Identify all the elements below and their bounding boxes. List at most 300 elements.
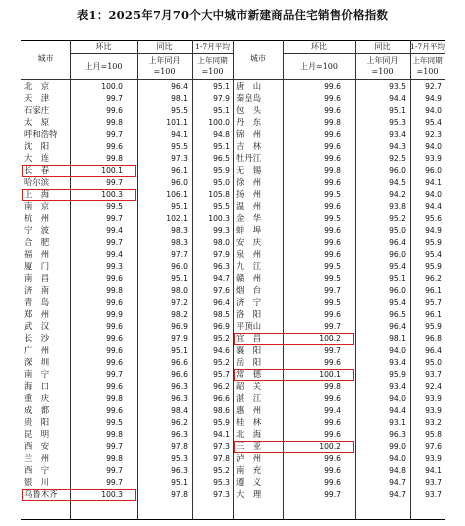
- table-cell-mom: 99.5: [324, 190, 341, 199]
- header-yoy-base-2: =100: [371, 67, 394, 76]
- table-cell-avg: 96.1: [425, 310, 442, 319]
- table-cell-avg: 94.0: [425, 106, 442, 115]
- table-cell-yoy: 96.4: [389, 322, 406, 331]
- table-cell-city: 泸 州: [236, 453, 262, 463]
- table-cell-avg: 95.1: [213, 82, 230, 91]
- table-cell-city: 包 头: [236, 105, 262, 115]
- table-cell-mom: 99.3: [106, 262, 123, 271]
- table-cell-city: 常 德: [236, 369, 262, 379]
- table-cell-city: 惠 州: [236, 405, 262, 415]
- table-cell-city: 徐 州: [236, 177, 262, 187]
- table-cell-mom: 99.8: [106, 430, 123, 439]
- table-cell-yoy: 94.2: [389, 190, 406, 199]
- table-cell-mom: 100.0: [101, 82, 123, 91]
- table-cell-avg: 100.0: [208, 118, 230, 127]
- table-cell-mom: 99.7: [106, 478, 123, 487]
- table-cell-city: 洛 阳: [236, 309, 262, 319]
- table-cell-avg: 96.9: [213, 322, 230, 331]
- table-cell-mom: 99.7: [106, 442, 123, 451]
- table-cell-mom: 99.6: [106, 382, 123, 391]
- header-avg-base-2: =100: [416, 67, 439, 76]
- table-cell-mom: 99.6: [324, 478, 341, 487]
- table-cell-city: 蚌 埠: [236, 225, 262, 235]
- table-cell-city: 合 肥: [24, 237, 50, 247]
- table-cell-mom: 100.2: [319, 442, 341, 451]
- table-cell-city: 长 沙: [24, 333, 50, 343]
- table-cell-mom: 100.2: [319, 334, 341, 343]
- table-cell-mom: 100.1: [319, 370, 341, 379]
- table-cell-city: 宜 昌: [236, 333, 262, 343]
- header-avg: 1-7月平均: [410, 42, 446, 51]
- table-cell-yoy: 95.4: [389, 298, 406, 307]
- table-cell-mom: 99.6: [106, 274, 123, 283]
- table-cell-avg: 96.2: [425, 274, 442, 283]
- table-cell-city: 牡丹江: [236, 153, 262, 163]
- table-cell-mom: 100.3: [101, 190, 123, 199]
- table-cell-yoy: 96.3: [171, 382, 188, 391]
- table-cell-yoy: 94.7: [389, 490, 406, 499]
- highlight-box: [22, 489, 136, 502]
- table-cell-avg: 100.3: [208, 214, 230, 223]
- table-cell-yoy: 96.3: [171, 430, 188, 439]
- table-cell-yoy: 102.1: [166, 214, 188, 223]
- table-cell-mom: 99.6: [324, 142, 341, 151]
- header-avg-base: 上年同期: [412, 56, 443, 65]
- table-cell-mom: 99.4: [324, 406, 341, 415]
- table-cell-yoy: 96.6: [171, 358, 188, 367]
- table-cell-city: 岳 阳: [236, 357, 262, 367]
- table-cell-mom: 99.8: [106, 454, 123, 463]
- table-cell-yoy: 96.0: [171, 262, 188, 271]
- table-cell-yoy: 95.3: [171, 454, 188, 463]
- table-cell-city: 九 江: [236, 261, 262, 271]
- table-title: 表1：2025年7月70个大中城市新建商品住宅销售价格指数: [76, 8, 389, 22]
- table-cell-mom: 99.6: [324, 454, 341, 463]
- table-cell-city: 北 京: [24, 81, 50, 91]
- table-cell-mom: 99.6: [106, 358, 123, 367]
- table-cell-avg: 93.9: [425, 154, 442, 163]
- table-cell-avg: 97.6: [213, 286, 230, 295]
- table-cell-mom: 99.6: [324, 394, 341, 403]
- table-cell-city: 南 昌: [24, 273, 50, 283]
- table-cell-yoy: 93.1: [389, 418, 406, 427]
- highlight-box: [234, 333, 354, 346]
- table-cell-yoy: 92.5: [389, 154, 406, 163]
- table-cell-mom: 100.1: [101, 166, 123, 175]
- table-cell-yoy: 96.2: [171, 418, 188, 427]
- table-cell-avg: 95.9: [425, 238, 442, 247]
- table-cell-mom: 99.5: [324, 298, 341, 307]
- table-cell-mom: 99.8: [106, 118, 123, 127]
- table-cell-avg: 97.9: [213, 94, 230, 103]
- table-cell-yoy: 95.1: [389, 106, 406, 115]
- table-cell-avg: 93.7: [425, 478, 442, 487]
- table-cell-avg: 95.6: [425, 214, 442, 223]
- table-cell-yoy: 94.0: [389, 394, 406, 403]
- table-cell-yoy: 98.2: [171, 310, 188, 319]
- table-cell-city: 唐 山: [236, 81, 262, 91]
- table-cell-mom: 99.6: [324, 226, 341, 235]
- table-cell-city: 泉 州: [236, 249, 262, 259]
- table-cell-mom: 99.8: [324, 118, 341, 127]
- table-cell-mom: 99.6: [106, 142, 123, 151]
- table-cell-city: 秦皇岛: [236, 93, 262, 103]
- table-cell-city: 大 连: [24, 153, 50, 163]
- table-cell-avg: 94.1: [213, 430, 230, 439]
- table-cell-yoy: 96.3: [389, 430, 406, 439]
- table-cell-mom: 99.6: [324, 202, 341, 211]
- table-cell-avg: 96.0: [425, 166, 442, 175]
- table-cell-city: 三 亚: [236, 441, 262, 451]
- table-cell-avg: 96.6: [213, 394, 230, 403]
- table-cell-yoy: 93.5: [389, 82, 406, 91]
- table-cell-yoy: 94.3: [389, 142, 406, 151]
- table-cell-yoy: 97.7: [171, 250, 188, 259]
- table-cell-yoy: 94.8: [389, 466, 406, 475]
- table-cell-city: 福 州: [24, 249, 50, 259]
- table-cell-avg: 94.9: [425, 94, 442, 103]
- table-cell-city: 扬 州: [236, 189, 262, 199]
- table-cell-mom: 99.7: [106, 178, 123, 187]
- table-cell-avg: 93.9: [425, 406, 442, 415]
- table-cell-avg: 95.2: [213, 358, 230, 367]
- table-cell-avg: 97.8: [213, 454, 230, 463]
- table-cell-avg: 95.0: [425, 358, 442, 367]
- table-cell-city: 平顶山: [236, 321, 262, 331]
- table-cell-yoy: 97.8: [171, 490, 188, 499]
- table-cell-yoy: 98.3: [171, 226, 188, 235]
- table-cell-avg: 95.9: [425, 262, 442, 271]
- table-cell-yoy: 95.1: [389, 274, 406, 283]
- table-cell-yoy: 101.1: [166, 118, 188, 127]
- table-cell-yoy: 97.2: [171, 298, 188, 307]
- table-cell-yoy: 94.7: [389, 478, 406, 487]
- table-cell-mom: 99.6: [324, 82, 341, 91]
- table-cell-city: 昆 明: [24, 429, 50, 439]
- table-cell-city: 湛 江: [236, 393, 262, 403]
- table-cell-avg: 93.7: [425, 490, 442, 499]
- table-cell-city: 天 津: [24, 93, 50, 103]
- table-cell-avg: 95.9: [213, 418, 230, 427]
- table-cell-city: 太 原: [24, 117, 50, 127]
- table-cell-yoy: 96.9: [171, 322, 188, 331]
- table-cell-avg: 94.0: [425, 190, 442, 199]
- table-bottom-rule: [21, 519, 445, 520]
- header-yoy-base: 上年同月: [366, 56, 399, 65]
- table-cell-city: 郑 州: [24, 309, 50, 319]
- table-cell-mom: 99.6: [106, 106, 123, 115]
- table-cell-avg: 94.8: [213, 130, 230, 139]
- table-cell-avg: 97.6: [425, 442, 442, 451]
- table-cell-city: 金 华: [236, 213, 262, 223]
- table-cell-mom: 99.6: [324, 130, 341, 139]
- table-cell-yoy: 95.5: [171, 106, 188, 115]
- highlight-box: [22, 189, 136, 202]
- table-cell-avg: 95.4: [425, 118, 442, 127]
- table-cell-city: 温 州: [236, 201, 262, 211]
- table-cell-avg: 98.5: [213, 310, 230, 319]
- header-yoy-base-2: =100: [153, 67, 176, 76]
- highlight-box: [234, 369, 354, 382]
- header-avg-base: 上年同期: [197, 56, 228, 65]
- table-cell-mom: 99.8: [324, 166, 341, 175]
- table-cell-mom: 99.8: [106, 154, 123, 163]
- table-cell-city: 呼和浩特: [24, 129, 58, 139]
- table-cell-mom: 99.7: [106, 238, 123, 247]
- table-cell-city: 广 州: [24, 345, 50, 355]
- table-cell-city: 济 宁: [236, 297, 262, 307]
- table-cell-city: 兰 州: [24, 453, 50, 463]
- table-cell-mom: 99.7: [324, 322, 341, 331]
- table-cell-avg: 95.2: [213, 334, 230, 343]
- table-cell-yoy: 96.0: [389, 166, 406, 175]
- table-cell-yoy: 97.3: [171, 154, 188, 163]
- table-cell-yoy: 96.0: [171, 178, 188, 187]
- table-cell-city: 海 口: [24, 381, 50, 391]
- table-cell-avg: 94.6: [213, 346, 230, 355]
- table-cell-mom: 99.6: [324, 430, 341, 439]
- table-cell-city: 南 充: [236, 465, 262, 475]
- table-cell-yoy: 106.1: [166, 190, 188, 199]
- table-cell-mom: 99.7: [324, 286, 341, 295]
- table-cell-avg: 99.3: [213, 226, 230, 235]
- table-cell-mom: 99.8: [106, 394, 123, 403]
- table-cell-city: 安 庆: [236, 237, 262, 247]
- table-cell-city: 无 锡: [236, 165, 262, 175]
- table-cell-city: 襄 阳: [236, 345, 262, 355]
- table-cell-city: 西 宁: [24, 465, 50, 475]
- table-cell-yoy: 96.6: [171, 370, 188, 379]
- table-cell-avg: 93.9: [425, 394, 442, 403]
- table-cell-avg: 95.7: [213, 370, 230, 379]
- table-cell-avg: 97.9: [213, 250, 230, 259]
- table-cell-city: 贵 阳: [24, 417, 50, 427]
- table-cell-mom: 99.4: [106, 226, 123, 235]
- table-cell-avg: 95.8: [425, 430, 442, 439]
- table-cell-avg: 96.4: [213, 298, 230, 307]
- table-cell-avg: 94.4: [425, 202, 442, 211]
- table-cell-avg: 96.3: [213, 262, 230, 271]
- table-cell-mom: 99.9: [106, 310, 123, 319]
- table-cell-yoy: 94.0: [389, 454, 406, 463]
- table-cell-mom: 99.5: [106, 202, 123, 211]
- table-cell-yoy: 95.4: [389, 262, 406, 271]
- table-cell-mom: 99.6: [106, 298, 123, 307]
- header-mom: 环比: [311, 42, 327, 51]
- table-cell-avg: 93.7: [425, 370, 442, 379]
- header-mom-base: 上月=100: [84, 62, 123, 71]
- table-cell-avg: 95.3: [213, 478, 230, 487]
- table-cell-yoy: 93.4: [389, 382, 406, 391]
- table-cell-mom: 99.7: [324, 346, 341, 355]
- table-cell-mom: 99.7: [106, 130, 123, 139]
- table-cell-mom: 99.4: [106, 250, 123, 259]
- table-cell-yoy: 98.4: [171, 406, 188, 415]
- table-cell-yoy: 98.1: [389, 334, 406, 343]
- header-avg: 1-7月平均: [194, 42, 230, 51]
- header-sub-rule: [70, 53, 233, 54]
- table-cell-mom: 99.6: [324, 466, 341, 475]
- header-sub-rule: [283, 53, 445, 54]
- table-cell-yoy: 96.5: [389, 310, 406, 319]
- table-cell-mom: 99.5: [324, 214, 341, 223]
- table-cell-yoy: 96.4: [389, 238, 406, 247]
- table-cell-yoy: 93.4: [389, 358, 406, 367]
- table-cell-yoy: 96.1: [171, 166, 188, 175]
- table-cell-city: 丹 东: [236, 117, 262, 127]
- table-cell-yoy: 96.3: [171, 466, 188, 475]
- table-cell-yoy: 94.4: [389, 406, 406, 415]
- table-cell-yoy: 97.9: [171, 334, 188, 343]
- table-cell-mom: 99.6: [324, 106, 341, 115]
- highlight-box: [234, 441, 354, 454]
- table-cell-yoy: 99.0: [389, 442, 406, 451]
- table-cell-yoy: 96.0: [389, 250, 406, 259]
- table-cell-city: 遵 义: [236, 477, 262, 487]
- table-cell-city: 上 海: [24, 189, 50, 199]
- table-cell-mom: 99.6: [324, 154, 341, 163]
- table-cell-avg: 93.9: [425, 454, 442, 463]
- table-cell-city: 石家庄: [24, 105, 50, 115]
- table-cell-yoy: 93.8: [389, 202, 406, 211]
- table-cell-mom: 99.6: [324, 250, 341, 259]
- table-cell-avg: 95.1: [213, 142, 230, 151]
- table-cell-avg: 93.2: [425, 418, 442, 427]
- table-cell-city: 赣 州: [236, 273, 262, 283]
- table-cell-avg: 98.6: [213, 406, 230, 415]
- table-cell-avg: 95.4: [425, 250, 442, 259]
- table-cell-city: 南 京: [24, 201, 50, 211]
- table-cell-yoy: 95.3: [389, 118, 406, 127]
- table-cell-yoy: 95.0: [389, 226, 406, 235]
- table-cell-yoy: 95.2: [389, 214, 406, 223]
- table-cell-mom: 99.5: [324, 262, 341, 271]
- table-cell-mom: 99.7: [106, 214, 123, 223]
- table-cell-city: 锦 州: [236, 129, 262, 139]
- table-cell-mom: 100.3: [101, 490, 123, 499]
- table-cell-yoy: 94.0: [389, 346, 406, 355]
- table-cell-yoy: 94.4: [389, 94, 406, 103]
- table-cell-yoy: 96.4: [171, 82, 188, 91]
- table-cell-avg: 94.0: [425, 142, 442, 151]
- table-cell-mom: 99.6: [106, 322, 123, 331]
- table-cell-city: 大 理: [236, 489, 262, 499]
- table-cell-yoy: 95.1: [171, 478, 188, 487]
- table-cell-avg: 95.5: [213, 202, 230, 211]
- table-cell-mom: 99.7: [106, 370, 123, 379]
- header-yoy-base: 上年同月: [148, 56, 181, 65]
- table-cell-avg: 94.7: [213, 274, 230, 283]
- table-cell-mom: 99.5: [106, 418, 123, 427]
- table-cell-mom: 99.8: [106, 286, 123, 295]
- table-cell-mom: 99.6: [324, 238, 341, 247]
- table-cell-mom: 99.7: [106, 94, 123, 103]
- table-cell-yoy: 96.0: [389, 286, 406, 295]
- table-cell-mom: 99.6: [324, 358, 341, 367]
- table-cell-city: 银 川: [24, 477, 50, 487]
- table-cell-mom: 99.6: [324, 418, 341, 427]
- table-cell-city: 西 安: [24, 441, 50, 451]
- table-cell-avg: 98.0: [213, 238, 230, 247]
- table-cell-city: 济 南: [24, 285, 50, 295]
- price-index-table: [21, 40, 445, 519]
- table-cell-city: 深 圳: [24, 357, 50, 367]
- table-cell-avg: 96.8: [425, 334, 442, 343]
- table-cell-yoy: 95.1: [171, 274, 188, 283]
- header-mom: 环比: [95, 42, 112, 51]
- table-cell-mom: 99.8: [324, 382, 341, 391]
- table-cell-avg: 96.4: [425, 346, 442, 355]
- table-cell-avg: 95.9: [425, 322, 442, 331]
- table-cell-yoy: 94.1: [171, 130, 188, 139]
- table-cell-avg: 94.9: [425, 226, 442, 235]
- table-cell-avg: 95.0: [213, 178, 230, 187]
- table-cell-city: 哈尔滨: [24, 177, 50, 187]
- header-city: 城市: [250, 54, 266, 63]
- table-cell-mom: 99.6: [106, 346, 123, 355]
- table-cell-avg: 105.8: [208, 190, 230, 199]
- table-cell-yoy: 98.3: [171, 238, 188, 247]
- table-cell-mom: 99.6: [324, 178, 341, 187]
- table-cell-avg: 92.4: [425, 382, 442, 391]
- table-cell-mom: 99.6: [106, 406, 123, 415]
- table-cell-city: 长 春: [24, 165, 50, 175]
- table-cell-yoy: 95.1: [171, 346, 188, 355]
- table-cell-city: 重 庆: [24, 393, 50, 403]
- table-cell-city: 厦 门: [24, 261, 50, 271]
- table-cell-yoy: 98.0: [171, 286, 188, 295]
- table-cell-city: 吉 林: [236, 141, 262, 151]
- table-cell-city: 成 都: [24, 405, 50, 415]
- table-cell-city: 烟 台: [236, 285, 262, 295]
- table-cell-avg: 96.1: [425, 286, 442, 295]
- table-cell-yoy: 95.1: [171, 202, 188, 211]
- table-cell-yoy: 94.5: [389, 178, 406, 187]
- table-cell-yoy: 95.9: [389, 370, 406, 379]
- table-cell-avg: 97.3: [213, 442, 230, 451]
- highlight-box: [22, 165, 136, 178]
- table-cell-avg: 95.7: [425, 298, 442, 307]
- table-cell-avg: 92.3: [425, 130, 442, 139]
- table-cell-avg: 95.2: [213, 466, 230, 475]
- header-city: 城市: [37, 54, 54, 63]
- table-cell-yoy: 93.4: [389, 130, 406, 139]
- table-cell-avg: 94.1: [425, 178, 442, 187]
- table-cell-mom: 99.6: [324, 310, 341, 319]
- table-cell-avg: 94.1: [425, 466, 442, 475]
- table-cell-avg: 95.1: [213, 106, 230, 115]
- header-yoy: 同比: [374, 42, 391, 51]
- table-cell-yoy: 97.8: [171, 442, 188, 451]
- table-cell-city: 杭 州: [24, 213, 50, 223]
- table-cell-city: 乌鲁木齐: [24, 489, 58, 499]
- header-yoy: 同比: [156, 42, 173, 51]
- table-cell-avg: 97.3: [213, 490, 230, 499]
- table-cell-mom: 99.6: [106, 334, 123, 343]
- table-cell-city: 韶 关: [236, 381, 262, 391]
- table-cell-mom: 99.7: [324, 490, 341, 499]
- table-cell-city: 宁 波: [24, 225, 50, 235]
- table-cell-city: 武 汉: [24, 321, 50, 331]
- table-cell-yoy: 96.3: [171, 394, 188, 403]
- table-cell-mom: 99.5: [324, 274, 341, 283]
- header-mom-base: 上月=100: [300, 62, 338, 71]
- table-cell-yoy: 98.1: [171, 94, 188, 103]
- table-cell-avg: 95.9: [213, 166, 230, 175]
- table-cell-avg: 96.2: [213, 382, 230, 391]
- table-cell-city: 北 海: [236, 429, 262, 439]
- table-cell-city: 沈 阳: [24, 141, 50, 151]
